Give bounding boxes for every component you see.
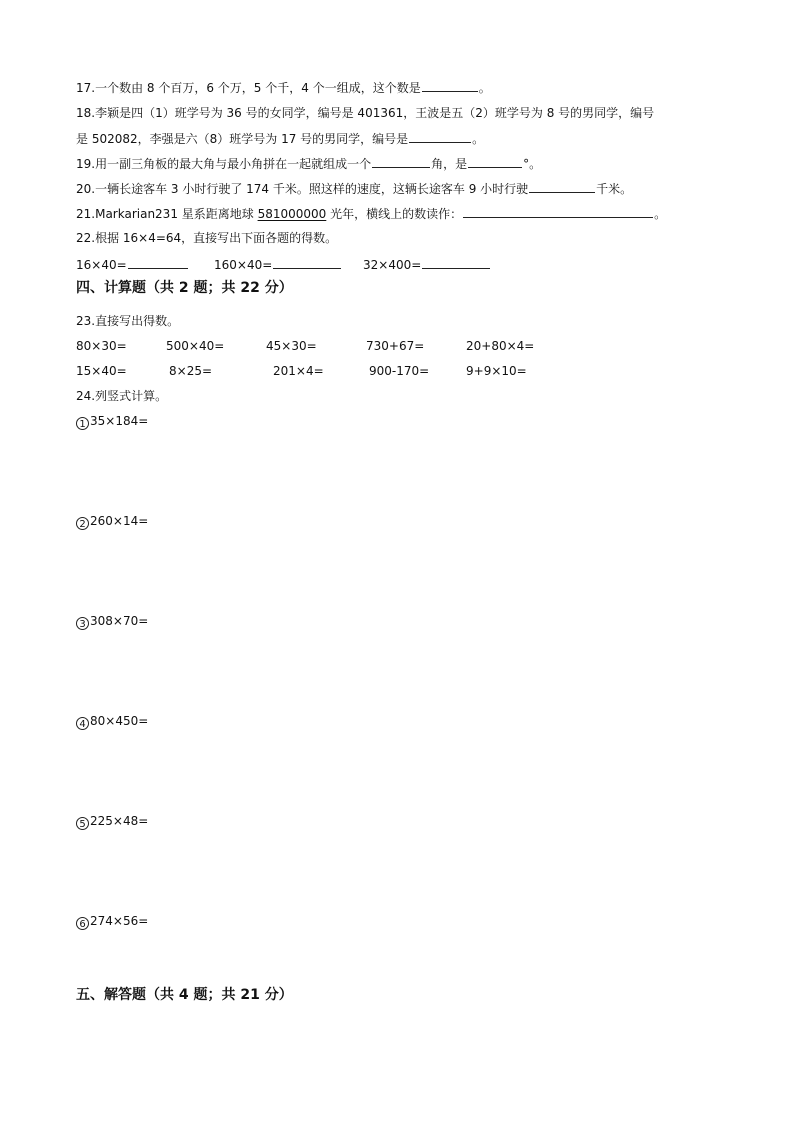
section-4-heading: 四、计算题（共 2 题；共 22 分） [76, 280, 293, 296]
question-24: 24.列竖式计算。 [76, 389, 168, 403]
answer-blank[interactable] [422, 256, 490, 269]
circled-number: 4 [76, 717, 89, 730]
answer-blank[interactable] [463, 205, 653, 218]
q23-item: 9+9×10= [466, 364, 527, 378]
answer-blank[interactable] [128, 256, 188, 269]
answer-blank[interactable] [273, 256, 341, 269]
answer-blank[interactable] [372, 155, 430, 168]
question-18-line-2: 是 502082，李强是六（8）班学号为 17 号的男同学，编号是 。 [76, 132, 485, 146]
question-20: 20.一辆长途客车 3 小时行驶了 174 千米。照这样的速度，这辆长途客车 9 小时行驶 千米。 [76, 182, 633, 196]
circled-number: 5 [76, 817, 89, 830]
q23-item: 45×30= [266, 339, 317, 353]
answer-blank[interactable] [422, 79, 478, 92]
q24-item-5: 5 225×48= [76, 813, 148, 830]
question-23: 23.直接写出得数。 [76, 314, 180, 328]
section-5-heading: 五、解答题（共 4 题；共 21 分） [76, 987, 293, 1003]
q24-item-1: 1 35×184= [76, 413, 148, 430]
q22-item-1: 16×40= [76, 256, 189, 273]
q23-item: 8×25= [169, 364, 213, 378]
q23-item: 900-170= [369, 364, 430, 378]
question-21: 21.Markarian231 星系距离地球 581000000 光年，横线上的数读作： 。 [76, 207, 667, 221]
answer-blank[interactable] [409, 130, 471, 143]
q24-item-4: 4 80×450= [76, 713, 148, 730]
q23-item: 20+80×4= [466, 339, 535, 353]
circled-number: 2 [76, 517, 89, 530]
question-22: 22.根据 16×4=64，直接写出下面各题的得数。 [76, 231, 338, 245]
question-19: 19.用一副三角板的最大角与最小角拼在一起就组成一个 角，是 °。 [76, 157, 542, 171]
q24-item-6: 6 274×56= [76, 913, 148, 930]
underlined-number: 581000000 [257, 207, 327, 221]
q24-item-3: 3 308×70= [76, 613, 148, 630]
question-18-line-1: 18.李颖是四（1）班学号为 36 号的女同学，编号是 401361，王波是五（2）班学号为 8 号的男同学，编号 [76, 106, 655, 120]
answer-blank[interactable] [529, 180, 595, 193]
circled-number: 6 [76, 917, 89, 930]
q23-item: 500×40= [166, 339, 225, 353]
circled-number: 3 [76, 617, 89, 630]
q23-item: 15×40= [76, 364, 127, 378]
question-17: 17.一个数由 8 个百万，6 个万，5 个千，4 个一组成，这个数是 。 [76, 81, 491, 95]
q22-item-3: 32×400= [363, 256, 491, 273]
circled-number: 1 [76, 417, 89, 430]
answer-blank[interactable] [468, 155, 522, 168]
q23-item: 80×30= [76, 339, 127, 353]
q22-item-2: 160×40= [214, 256, 342, 273]
q23-item: 730+67= [366, 339, 425, 353]
q23-item: 201×4= [273, 364, 324, 378]
question-17-text: 17.一个数由 8 个百万，6 个万，5 个千，4 个一组成，这个数是 [76, 81, 421, 95]
q24-item-2: 2 260×14= [76, 513, 148, 530]
